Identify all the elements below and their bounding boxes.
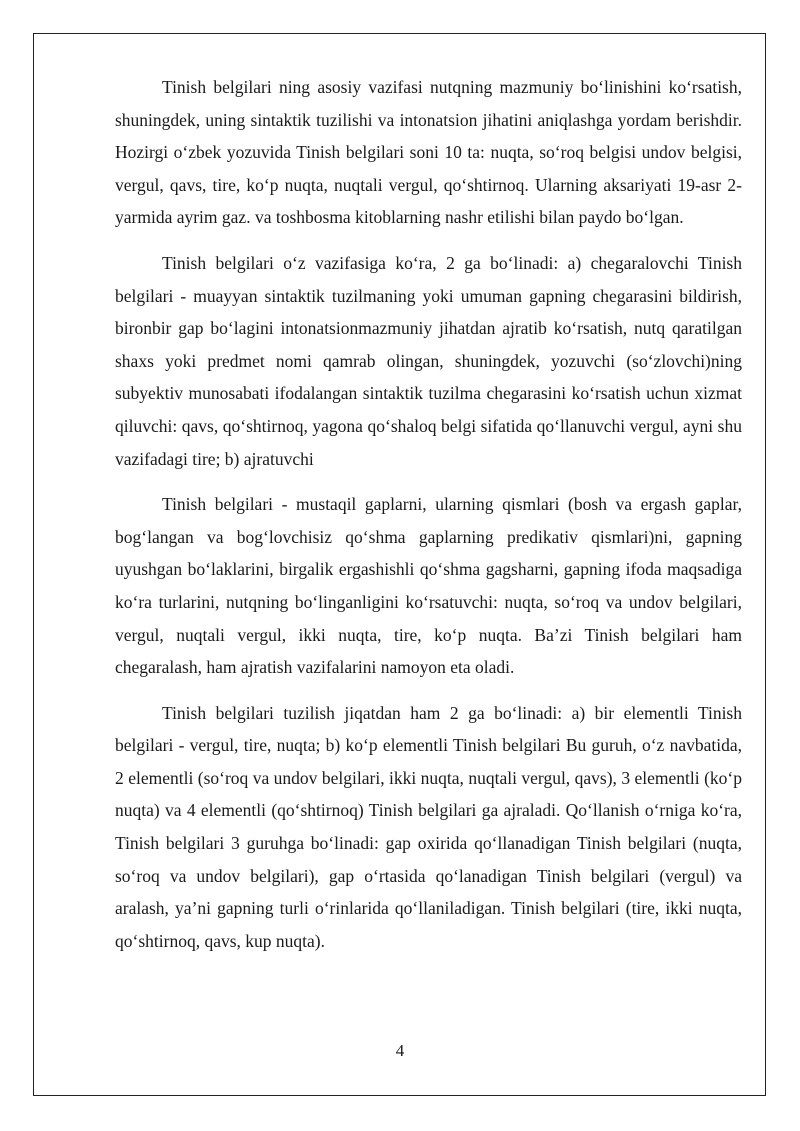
paragraph: Tinish belgilari o‘z vazifasiga ko‘ra, 2 ga bo‘linadi: a) chegaralovchi Tinish belgilari - muayyan sintaktik tuzilmaning yoki umuman gapning chegarasini bildirish, bironbir gap bo‘lagini intonatsionmazmuniy jihatdan ajratib ko‘rsatish, nutq qaratilgan shaxs yoki predmet nomi qamrab olingan, shuningdek, yozuvchi (so‘zlovchi)ning subyektiv munosabati ifodalangan sintaktik tuzilma chegarasini ko‘rsatish uchun xizmat qiluvchi: qavs, qo‘shtirnoq, yagona qo‘shaloq belgi sifatida qo‘llanuvchi vergul, ayni shu vazifadagi tire; b) ajratuvchi (115, 252, 742, 469)
page-body (115, 71, 742, 970)
page-number: 4 (395, 1041, 405, 1060)
paragraph: Tinish belgilari tuzilish jiqatdan ham 2 ga bo‘linadi: a) bir elementli Tinish belgilari - vergul, tire, nuqta; b) ko‘p elementli Tinish belgilari Bu guruh, o‘z navbatida, 2 elementli (so‘roq va undov belgilari, ikki nuqta, nuqtali vergul, qavs), 3 elementli (ko‘p nuqta) va 4 elementli (qo‘shtirnoq) Tinish belgilari ga ajraladi. Qo‘llanish o‘rniga ko‘ra, Tinish belgilari 3 guruhga bo‘linadi: gap oxirida qo‘llanadigan Tinish belgilari (nuqta, so‘roq va undov belgilari), gap o‘rtasida qo‘lanadigan Tinish belgilari (vergul) va aralash, ya’ni gapning turli o‘rinlarida qo‘llaniladigan. Tinish belgilari (tire, ikki nuqta, qo‘shtirnoq, qavs, kup nuqta). (115, 702, 742, 951)
paragraph: Tinish belgilari - mustaqil gaplarni, ularning qismlari (bosh va ergash gaplar, bog‘langan va bog‘lovchisiz qo‘shma gaplarning predikativ qismlari)ni, gapning uyushgan bo‘laklarini, birgalik ergashishli qo‘shma gagsharni, gapning ifoda maqsadiga ko‘ra turlarini, nutqning bo‘linganligini ko‘rsatuvchi: nuqta, so‘roq va undov belgilari, vergul, nuqtali vergul, ikki nuqta, tire, ko‘p nuqta. Ba’zi Tinish belgilari ham chegaralash, ham ajratish vazifalarini namoyon eta oladi. (115, 494, 742, 678)
paragraph: Tinish belgilari ning asosiy vazifasi nutqning mazmuniy bo‘linishini ko‘rsatish, shuningdek, uning sintaktik tuzilishi va intonatsion jihatini aniqlashga yordam berishdir. Hozirgi o‘zbek yozuvida Tinish belgilari soni 10 ta: nuqta, so‘roq belgisi undov belgisi, vergul, qavs, tire, ko‘p nuqta, nuqtali vergul, qo‘shtirnoq. Ularning aksariyati 19-asr 2-yarmida ayrim gaz. va toshbosma kitoblarning nashr etilishi bilan paydo bo‘lgan. (115, 77, 742, 228)
